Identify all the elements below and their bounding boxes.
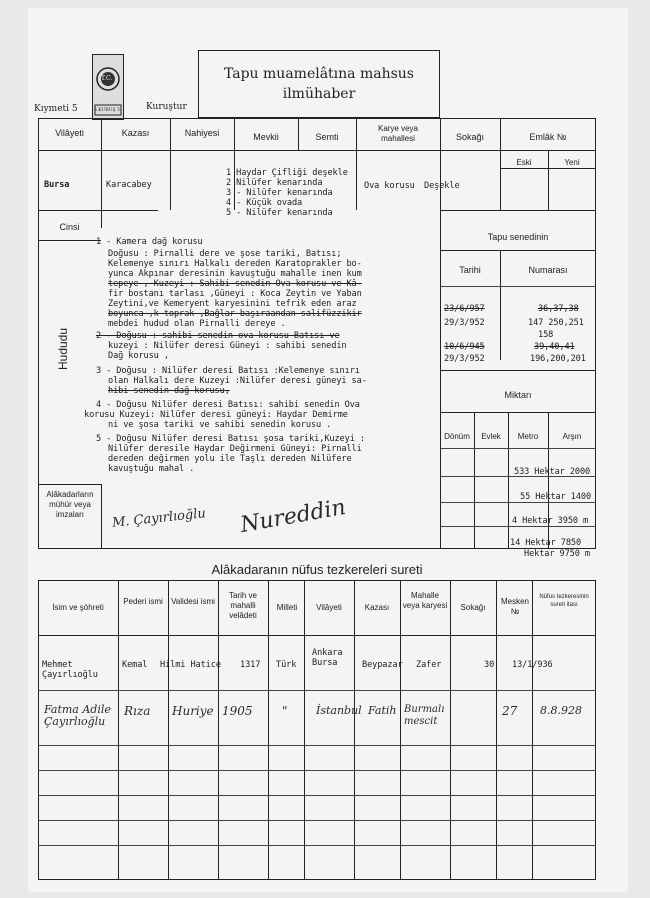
- tapu-numara: 36,37,38: [538, 304, 579, 314]
- nufus-header-tarih: Tarih ve mahalli velâdeti: [228, 591, 257, 620]
- miktar-row: 4 Hektar 3950 m: [512, 516, 589, 526]
- header-eski: Eski: [516, 158, 532, 167]
- nufus-header-mesken: Mesken №: [500, 597, 529, 616]
- nufus-table-frame: [38, 580, 596, 880]
- hududu-line: kavuştuğu mahal .: [108, 464, 195, 474]
- alakadar-label: Alâkadarların mühür veya imzaları: [46, 490, 94, 519]
- row1-peder: Kemal: [122, 660, 148, 670]
- header-emlak: Emlâk №: [529, 132, 567, 142]
- header-kazasi: Kazası: [121, 128, 150, 138]
- hududu-line: korusu Kuzeyi: Nilüfer deresi güneyi: Haydar Demirme: [84, 410, 348, 420]
- miktari-donum: Dönüm: [444, 432, 470, 441]
- row2-tarih: 1905: [222, 704, 253, 718]
- hududu-line: 3 - Doğusu : Nilüfer deresi Batısı :Kelemenye sınırı: [96, 366, 360, 376]
- header-sokagi: Sokağı: [455, 132, 485, 142]
- mevki-line: 2 Nilüfer kenarında: [226, 178, 323, 188]
- header-karye: Karye veya mahallesi: [377, 124, 419, 143]
- hududu-line: boyunca ,k toprak ,Bağlar başıraandan salifüzzikir: [108, 309, 362, 319]
- miktari-metro: Metro: [517, 432, 539, 441]
- hududu-line: 4 - Doğusu Nilüfer deresi Batısı: sahibi senedin Ova: [96, 400, 360, 410]
- kurustur-label: Kuruştur: [146, 102, 187, 112]
- tapu-tarihi-header: Tarihi: [459, 265, 481, 275]
- tapu-numarasi-header: Numarası: [528, 265, 568, 275]
- hududu-line: olan Halkalı dere Kuzeyi :Nilüfer deresi güneyi sa-: [108, 376, 367, 386]
- tapu-tarih: 29/3/952: [444, 354, 485, 364]
- header-vilayeti: Vilâyeti: [55, 128, 84, 138]
- row1-mahalle: Zafer: [416, 660, 442, 670]
- title-box: [198, 50, 440, 118]
- stamp-letters: T.C.: [101, 75, 113, 82]
- row1-tarih: 1317: [240, 660, 261, 670]
- row2-millet: ": [282, 704, 288, 718]
- nufus-header-mahalle: Mahalle veya karyesi: [402, 591, 448, 610]
- hududu-line: mebdei hudud olan Pirnalli dereye .: [108, 319, 286, 329]
- sokak-value: Deşekle: [424, 181, 460, 191]
- header-semti: Semti: [315, 132, 339, 142]
- hududu-line: Doğusu : Pirnalli dere ve şose tariki, Batısı;: [108, 249, 342, 259]
- row1-millet: Türk: [276, 660, 297, 670]
- header-yeni: Yeni: [564, 158, 580, 167]
- tapu-header: Tapu senedinin: [487, 232, 549, 242]
- row2-peder: Rıza: [124, 704, 151, 718]
- nufus-header-tezkere: Nüfus tezkeresinin sureti itası: [539, 594, 589, 608]
- row2-kaza: Fatih: [368, 704, 397, 717]
- miktar-row: 533 Hektar 2000: [514, 467, 591, 477]
- tapu-numara: 39,40,41: [534, 342, 575, 352]
- hududu-line: Kelemenye sınırı Halkalı dereden Karatoprakler bo-: [108, 259, 362, 269]
- header-nahiyesi: Nahiyesi: [184, 128, 220, 138]
- row1-nufus: 13/1/936: [512, 660, 553, 670]
- miktari-evlek: Evlek: [481, 432, 501, 441]
- row2-vilayet: İstanbul: [316, 704, 362, 717]
- row1-vilayet: Ankara Bursa: [312, 648, 343, 669]
- kaza-value: Karacabey: [106, 180, 152, 190]
- hududu-line: Nilüfer deresile Haydar Değirmeni Güneyi: Pirnalli: [108, 444, 362, 454]
- row2-isim: Fatma Adile Çayırlıoğlu: [44, 703, 111, 728]
- hududu-line: kuzeyi : Nilüfer deresi Güneyi : sahibi senedin: [108, 341, 347, 351]
- tapu-tarih: 23/6/957: [444, 304, 485, 314]
- vilayet-value: Bursa: [44, 180, 70, 190]
- mevki-line: 1 Haydar Çifliği deşekle: [226, 168, 348, 178]
- nufus-header-vilayeti: Vilâyeti: [316, 603, 342, 612]
- hududu-line: yunca Akpınar deresinin kavuştuğu mahalle inen kum: [108, 269, 362, 279]
- karye-value: Ova korusu: [364, 181, 415, 191]
- cinsi-label: Cinsi: [59, 222, 80, 232]
- hududu-line: ni ve şosa tariki ve sahibi senedin korusu .: [108, 420, 332, 430]
- mevki-line: 5 - Nilüfer kenarında: [226, 208, 333, 218]
- kiymeti-label: Kıymeti 5: [34, 104, 78, 114]
- miktar-row: 55 Hektar 1400: [520, 492, 592, 502]
- mevki-line: 3 - Nilüfer kenarında: [226, 188, 333, 198]
- row1-kaza: Beypazar: [362, 660, 403, 670]
- title-line2: ilmühaber: [282, 86, 356, 102]
- tapu-tarih: 10/6/945: [444, 342, 485, 352]
- stamp-value: 5 KURUŞ 5: [94, 108, 120, 113]
- revenue-stamp: [92, 54, 124, 120]
- hududu-line: fir bostanı tarlası ,Güneyi : Koca Zeytin ve Yaban: [108, 289, 362, 299]
- signature-1: M. Çayırlıoğlu: [111, 506, 207, 531]
- signature-2: Nureddin: [238, 494, 348, 539]
- row1-valide: Hilmi Hatice: [160, 660, 221, 670]
- row2-valide: Huriye: [172, 704, 214, 718]
- hududu-line: 5 - Doğusu Nilüfer deresi Batısı şosa tariki,Kuzeyi :: [96, 434, 365, 444]
- nufus-header-peder: Pederi ismi: [123, 597, 163, 606]
- header-mevkii: Mevkii: [253, 132, 279, 142]
- row2-nufus: 8.8.928: [540, 704, 582, 717]
- hududu-label: Hududu: [56, 327, 70, 370]
- miktar-row: 14 Hektar 7850: [510, 538, 582, 548]
- mevki-line: 4 - Küçük ovada: [226, 198, 303, 208]
- tapu-numara: 158: [538, 330, 554, 340]
- row1-mesken: 30: [484, 660, 495, 670]
- hududu-line: 2 - Doğusu : sahibi senedin ova korusu Batısı ve: [96, 331, 340, 341]
- tapu-tarih: 29/3/952: [444, 318, 485, 328]
- cinsi-value: 1 - Kamera dağ korusu: [96, 237, 203, 247]
- nufus-header-isim: İsim ve şöhreti: [52, 603, 104, 612]
- tapu-numara: 147 250,251: [528, 318, 584, 328]
- row2-mesken: 27: [502, 704, 518, 718]
- hududu-line: Dağ korusu ,: [108, 351, 169, 361]
- title-line1: Tapu muamelâtına mahsus: [224, 66, 414, 82]
- miktari-header: Miktarı: [504, 390, 532, 400]
- row2-mahalle: Burmalı mescit: [404, 704, 445, 727]
- tapu-numara: 196,200,201: [530, 354, 586, 364]
- hududu-line: Zeytini,ve Kemeryent karyesinini tefrik eden araz: [108, 299, 357, 309]
- hududu-line: hibi senedin dağ korusu,: [108, 386, 230, 396]
- nufus-header-sokagi: Sokağı: [460, 603, 486, 612]
- nufus-title: Alâkadaranın nüfus tezkereleri sureti: [211, 562, 423, 577]
- miktari-arsin: Arşın: [562, 432, 582, 441]
- miktar-row: Hektar 9750 m: [524, 549, 590, 559]
- hududu-line: tepeye , Kuzeyi : Sahibi senedin Ova korusu ve Kâ-: [108, 279, 362, 289]
- hududu-line: dereden değirmen yolu ile Taşlı dereden Nilüfere: [108, 454, 352, 464]
- nufus-header-valide: Validesi ismi: [171, 597, 215, 606]
- nufus-header-milleti: Milleti: [276, 603, 298, 612]
- nufus-header-kazasi: Kazası: [364, 603, 390, 612]
- row1-isim: Mehmet Çayırlıoğlu: [42, 660, 98, 681]
